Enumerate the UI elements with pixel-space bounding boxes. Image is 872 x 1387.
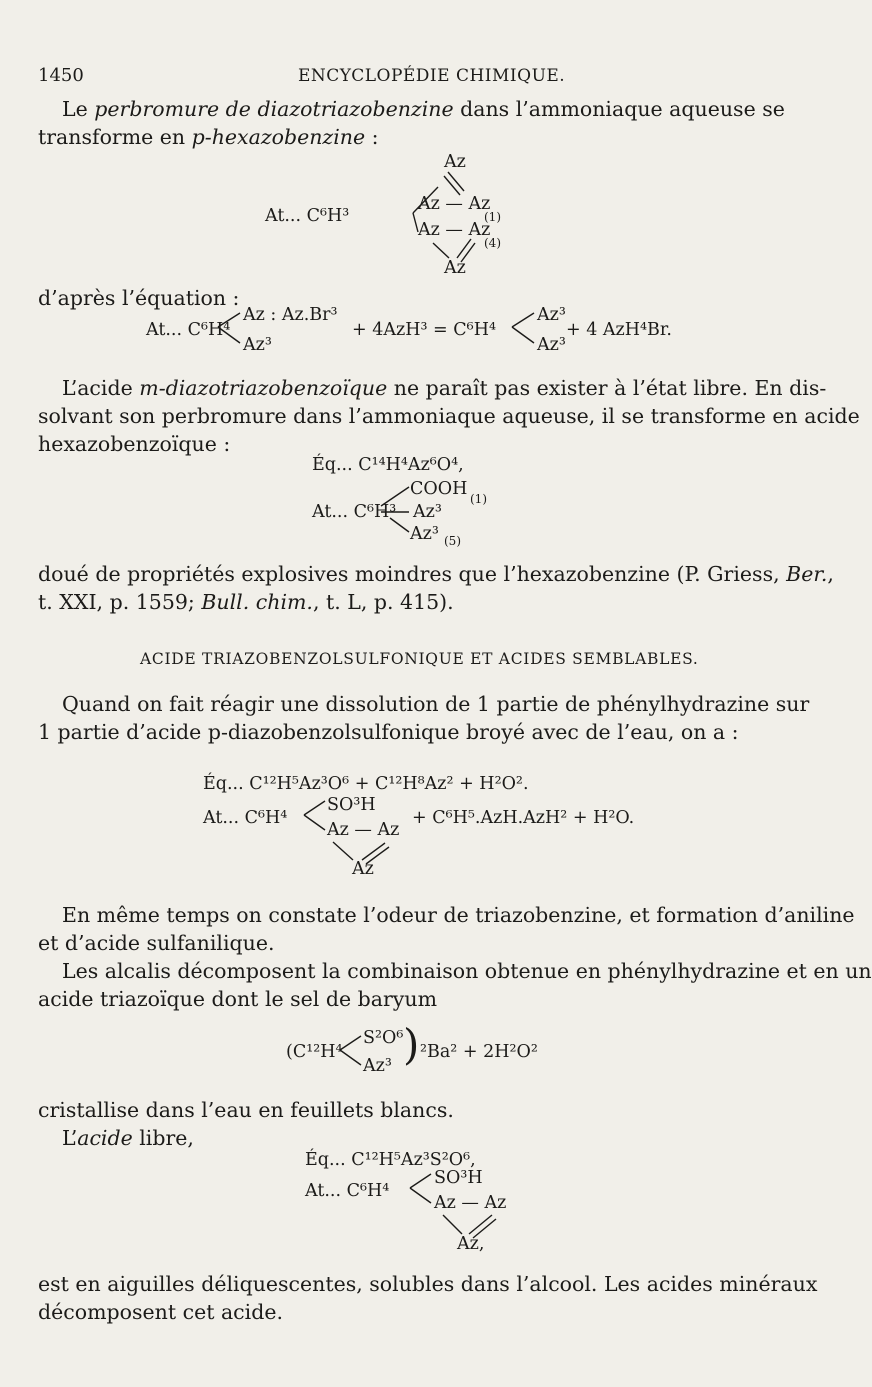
formula-group: S²O⁶ xyxy=(363,1028,404,1048)
formula-group: Az³ xyxy=(537,335,566,355)
paragraph-line: décomposent cet acide. xyxy=(38,1300,283,1324)
text-span: , t. L, p. 415). xyxy=(312,590,454,614)
paragraph-line xyxy=(62,95,785,123)
formula-atom: Az xyxy=(352,859,374,879)
paragraph-line: et d’acide sulfanilique. xyxy=(38,931,275,955)
formula-label: At... C⁶H⁴ xyxy=(146,320,231,340)
closing-parenthesis: ) xyxy=(403,1020,420,1069)
paragraph-line xyxy=(62,1124,194,1152)
italic-term: Ber. xyxy=(786,562,828,586)
formula-atom: Az xyxy=(444,258,466,278)
text-span: L’acide xyxy=(62,376,140,400)
paragraph-line: hexazobenzoïque : xyxy=(38,432,231,456)
formula-label: (C¹²H⁴ xyxy=(286,1042,343,1062)
paragraph-line: 1 partie d’acide p-diazobenzolsulfonique broyé avec de l’eau, on a : xyxy=(38,720,739,744)
text-span: transforme en xyxy=(38,125,192,149)
formula-term: ²Ba² + 2H²O² xyxy=(420,1042,538,1062)
italic-term: perbromure de diazotriazobenzine xyxy=(94,97,454,121)
text-span: doué de propriétés explosives moindres que l’hexazobenzine (P. Griess, xyxy=(38,562,787,586)
formula-group: SO³H xyxy=(327,795,376,815)
formula-atom: Az xyxy=(444,152,466,172)
formula-label: Éq... C¹²H⁵Az³S²O⁶, xyxy=(305,1150,476,1170)
paragraph-line: d’après l’équation : xyxy=(38,286,240,310)
position-marker: (4) xyxy=(484,236,501,250)
section-heading: ACIDE TRIAZOBENZOLSULFONIQUE ET ACIDES SEMBLABLES. xyxy=(140,650,699,668)
italic-term: m-diazotriazobenzoïque xyxy=(139,376,388,400)
text-span: ne paraît pas exister à l’état libre. En dis- xyxy=(387,376,827,400)
formula-label: At... C⁶H³ xyxy=(265,206,350,226)
paragraph-line xyxy=(38,123,379,151)
formula-group: Az³ xyxy=(243,335,272,355)
formula-group: Az — Az xyxy=(418,194,491,214)
formula-group: Az³ xyxy=(537,305,566,325)
paragraph-line: Les alcalis décomposent la combinaison obtenue en phénylhydrazine et en un xyxy=(62,959,872,983)
formula-group: COOH xyxy=(410,479,468,499)
text-span: , xyxy=(827,562,834,586)
formula-label: Éq... C¹²H⁵Az³O⁶ + C¹²H⁸Az² + H²O². xyxy=(203,774,529,794)
formula-atom: Az, xyxy=(457,1234,485,1254)
paragraph-line: En même temps on constate l’odeur de triazobenzine, et formation d’aniline xyxy=(62,903,855,927)
position-marker: (5) xyxy=(444,534,461,548)
paragraph-line: est en aiguilles déliquescentes, solubles dans l’alcool. Les acides minéraux xyxy=(38,1272,818,1296)
text-span: L’ xyxy=(62,1126,78,1150)
formula-term: + 4 AzH⁴Br. xyxy=(566,320,672,340)
formula-group: Az — Az xyxy=(434,1193,507,1213)
paragraph-line xyxy=(38,588,454,616)
position-marker: (1) xyxy=(484,210,501,224)
paragraph-line xyxy=(38,560,834,588)
paragraph-line: Quand on fait réagir une dissolution de 1 partie de phénylhydrazine sur xyxy=(62,692,810,716)
paragraph-line: cristallise dans l’eau en feuillets blancs. xyxy=(38,1098,454,1122)
italic-term: p-hexazobenzine xyxy=(191,125,366,149)
position-marker: (1) xyxy=(470,492,487,506)
formula-group: Az : Az.Br³ xyxy=(243,305,338,325)
text-span: Le xyxy=(62,97,95,121)
paragraph-line: acide triazoïque dont le sel de baryum xyxy=(38,987,438,1011)
italic-term: Bull. chim. xyxy=(201,590,313,614)
text-span: dans l’ammoniaque aqueuse se xyxy=(453,97,785,121)
formula-label: Éq... C¹⁴H⁴Az⁶O⁴, xyxy=(312,455,464,475)
formula-term: + C⁶H⁵.AzH.AzH² + H²O. xyxy=(412,808,635,828)
formula-group: Az³ xyxy=(413,502,442,522)
formula-label: At... C⁶H⁴ xyxy=(203,808,288,828)
formula-group: Az — Az xyxy=(327,820,400,840)
paragraph-line: solvant son perbromure dans l’ammoniaque aqueuse, il se transforme en acide xyxy=(38,404,860,428)
text-span: t. XXI, p. 1559; xyxy=(38,590,202,614)
italic-term: acide xyxy=(77,1126,133,1150)
text-span: : xyxy=(365,125,379,149)
formula-label: At... C⁶H⁴ xyxy=(305,1181,390,1201)
formula-group: Az³ xyxy=(410,524,439,544)
page-number: 1450 xyxy=(38,65,84,86)
formula-group: SO³H xyxy=(434,1168,483,1188)
formula-term: + 4AzH³ = C⁶H⁴ xyxy=(352,320,496,340)
paragraph-line xyxy=(62,374,827,402)
formula-group: Az³ xyxy=(363,1056,392,1076)
running-title: ENCYCLOPÉDIE CHIMIQUE. xyxy=(298,66,566,86)
formula-group: Az — Az xyxy=(418,220,491,240)
text-span: libre, xyxy=(132,1126,194,1150)
formula-label: At... C⁶H³ xyxy=(312,502,397,522)
